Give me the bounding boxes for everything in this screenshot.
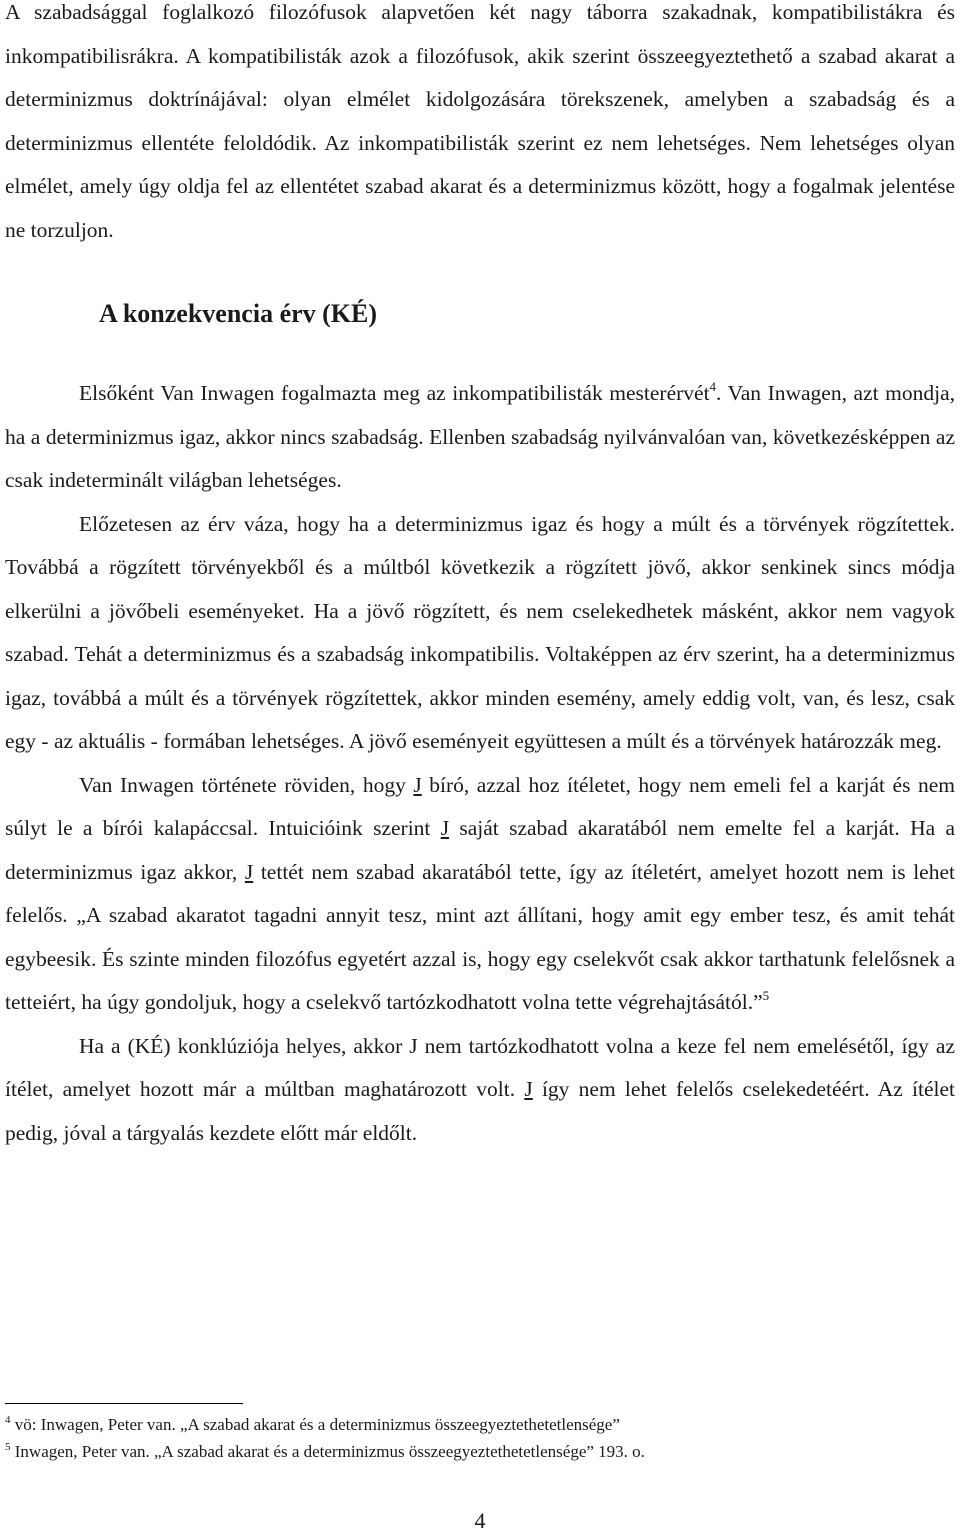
footnote-text: Inwagen, Peter van. „A szabad akarat és a determinizmus összeegyeztethetetlensége” 193. o. [10, 1442, 645, 1461]
judge-j: J [413, 772, 422, 797]
paragraph-inwagen-intro [5, 372, 955, 503]
paragraph-conclusion [5, 1025, 955, 1156]
section-heading: A konzekvencia érv (KÉ) [99, 299, 378, 328]
judge-j: J [244, 859, 254, 884]
page-number: 4 [474, 1508, 486, 1533]
paragraph-text: így nem lehet felelős cselekedetéért. Az ítélet pedig, jóval a tárgyalás kezdete előtt már eldőlt. [5, 1077, 955, 1145]
paragraph-judge-story [5, 764, 955, 1025]
paragraph-text: Elsőként Van Inwagen fogalmazta meg az inkompatibilisták mesterérvét [79, 381, 710, 405]
footnote-ref-4: 4 [709, 379, 717, 394]
paragraph-text: saját szabad akaratából nem emelte fel a karját. Ha a determinizmus igaz akkor, [5, 816, 955, 884]
paragraph-argument-outline: Előzetesen az érv váza, hogy ha a determinizmus igaz és hogy a múlt és a törvények rögzítettek. Továbbá a rögzített törvényekből és a múltból következik a rögzített jövő, akkor senkinek sincs módja elkerülni a jövőbeli eseményeket. Ha a jövő rögzített, és nem cselekedhetek másként, akkor nem vagyok szabad. Tehát a determinizmus és a szabadság inkompatibilis. Voltaképpen az érv szerint, ha a determinizmus igaz, továbbá a múlt és a törvények rögzítettek, akkor minden esemény, amely eddig volt, van, és lesz, csak egy - az aktuális - formában lehetséges. A jövő eseményeit együttesen a múlt és a törvények határozzák meg. [5, 511, 955, 753]
footnote-5 [5, 1438, 955, 1465]
footnote-separator [5, 1403, 243, 1404]
footnote-4 [5, 1411, 955, 1438]
document-page [5, 0, 955, 1155]
paragraph-text: bíró, azzal hoz ítéletet, hogy nem emeli fel a karját és nem súlyt le a bírói kalapáccsal. Intuicióink szerint [5, 772, 955, 840]
footnotes [5, 1411, 955, 1465]
paragraph-text: tettét nem szabad akaratából tette, így az ítéletért, amelyet hozott nem is lehet felelős. „A szabad akaratot tagadni annyit tesz, mint azt állítani, hogy amit egy ember tesz, és amit tehát egybeesik. És szinte minden filozófus egyetért azzal is, hogy egy cselekvőt csak akkor tarthatunk felelősnek a tetteiért, ha úgy gondoljuk, hogy a cselekvő tartózkodhatott volna tette végrehajtásától.” [5, 859, 955, 1014]
judge-j: J [524, 1077, 533, 1101]
footnote-number: 4 [5, 1414, 11, 1426]
footnote-text: vö: Inwagen, Peter van. „A szabad akarat és a determinizmus összeegyeztethetetlensége” [10, 1415, 620, 1434]
footnote-ref-5: 5 [762, 988, 770, 1003]
paragraph-text: Van Inwagen története röviden, hogy [79, 772, 414, 797]
paragraph-text: . Van Inwagen, azt mondja, ha a determinizmus igaz, akkor nincs szabadság. Ellenben szabadság nyilvánvalóan van, következésképpen az csak indeterminált világban lehetséges. [5, 381, 955, 492]
paragraph-text: Ha a (KÉ) konklúziója helyes, akkor J nem tartózkodhatott volna a keze fel nem emelésétől, így az ítélet, amelyet hozott már a múltban maghatározott volt. [5, 1033, 955, 1101]
judge-j: J [440, 816, 450, 840]
footnote-number: 5 [5, 1441, 11, 1453]
intro-paragraph: A szabadsággal foglalkozó filozófusok alapvetően két nagy táborra szakadnak, kompatibilistákra és inkompatibilisrákra. A kompatibilisták azok a filozófusok, akik szerint összeegyeztethető a szabad akarat a determinizmus doktrínájával: olyan elmélet kidolgozására törekszenek, amelyben a szabadság és a determinizmus ellentéte feloldódik. Az inkompatibilisták szerint ez nem lehetséges. Nem lehetséges olyan elmélet, amely úgy oldja fel az ellentétet szabad akarat és a determinizmus között, hogy a fogalmak jelentése ne torzuljon. [5, 0, 955, 242]
